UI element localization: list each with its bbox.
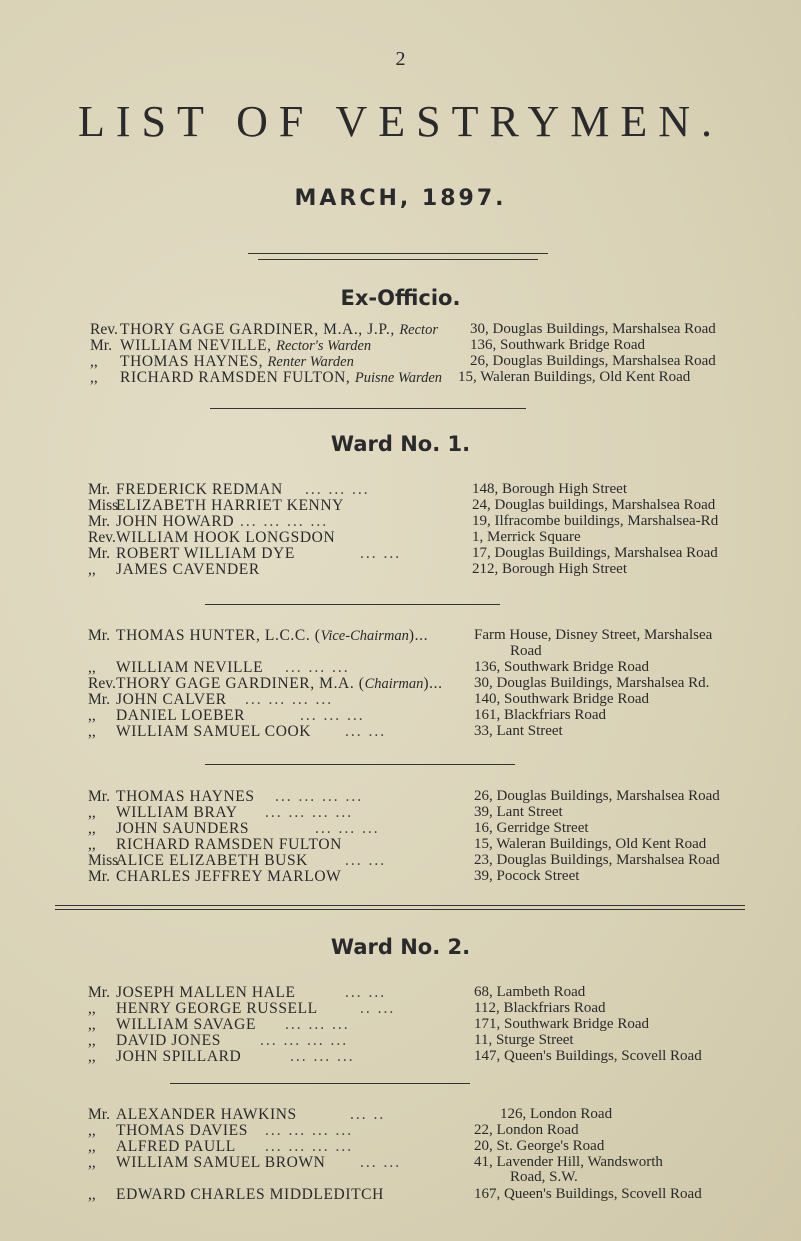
vestryman-entry: ,, WILLIAM SAMUEL COOK ... ... 33, Lant Street [88,723,563,740]
vestryman-entry [0,1186,801,1206]
ward-2-heading: Ward No. 2. [330,935,471,959]
vestryman-entry: Mr. FREDERICK REDMAN ... ... ... 148, Borough High Street [88,481,627,498]
entry-role: Chairman [364,676,424,692]
vestryman-entry: ,, THOMAS DAVIES ... ... ... ... 22, London Road [88,1122,579,1139]
entry-name: WILLIAM SAVAGE [116,1016,257,1033]
entry-name: WILLIAM BRAY [116,804,238,821]
divider [205,764,515,765]
entry-name: DANIEL LOEBER [116,707,246,724]
vestryman-entry: Mr. THOMAS HAYNES ... ... ... ... 26, Douglas Buildings, Marshalsea Road [88,788,720,805]
entry-name: THORY GAGE GARDINER, M.A. [116,675,355,692]
vestryman-entry [0,868,801,888]
entry-title: Rev. [90,321,118,338]
vestryman-entry: ,, ALFRED PAULL ... ... ... ... 20, St. George's Road [88,1138,605,1155]
page-title: LIST OF VESTRYMEN. [77,97,723,146]
entry-address: 39, Lant Street [474,804,563,820]
entry-address: 17, Douglas Buildings, Marshalsea Road [472,545,718,561]
entry-address: 26, Douglas Buildings, Marshalsea Road [474,788,720,804]
page-number: 2 [395,48,406,70]
entry-address: 30, Douglas Buildings, Marshalsea Road [470,321,716,337]
entry-title: ,, [88,659,96,676]
entry-address: 1, Merrick Square [472,529,581,545]
entry-name: JOHN CALVER [116,691,227,708]
vestryman-entry: ,, HENRY GEORGE RUSSELL .. ... 112, Blackfriars Road [88,1000,606,1017]
divider [170,1083,470,1084]
entry-name: ROBERT WILLIAM DYE [116,545,295,562]
entry-title: Mr. [88,1106,110,1123]
entry-title: Mr. [88,788,110,805]
entry-address: 23, Douglas Buildings, Marshalsea Road [474,852,720,868]
section-divider [55,905,745,910]
entry-address: 30, Douglas Buildings, Marshalsea Rd. [474,675,710,691]
entry-address: 126, London Road [500,1106,613,1122]
vestryman-entry: Mr. JOHN CALVER ... ... ... ... 140, Southwark Bridge Road [88,691,649,708]
entry-address: 147, Queen's Buildings, Scovell Road [474,1048,702,1064]
entry-name: THOMAS DAVIES [116,1122,248,1139]
entry-name: JOSEPH MALLEN HALE [116,984,296,1001]
entry-name: WILLIAM SAMUEL COOK [116,723,312,740]
entry-title: ,, [90,353,98,370]
entry-title: ,, [88,836,96,853]
divider [248,253,548,254]
entry-title: ,, [88,707,96,724]
vestryman-entry: Mr. JOSEPH MALLEN HALE ... ... 68, Lambeth Road [88,984,586,1001]
vestryman-entry: ,, DANIEL LOEBER ... ... ... 161, Blackfriars Road [88,707,607,724]
entry-name: ELIZABETH HARRIET KENNY [116,497,344,514]
entry-address: 112, Blackfriars Road [474,1000,606,1016]
entry-address: 15, Waleran Buildings, Old Kent Road [474,836,707,852]
entry-role: Vice-Chairman [320,628,409,644]
entry-name: WILLIAM HOOK LONGSDON [116,529,336,546]
vestryman-entry [0,561,801,581]
vestryman-entry: Mr. THOMAS HUNTER, L.C.C. (Vice-Chairman)... Farm House, Disney Street, Marshalsea [88,627,713,644]
entry-address-continued: Road [510,643,542,659]
entry-address: 39, Pocock Street [474,868,580,884]
entry-role: Renter Warden [267,354,354,370]
entry-name: WILLIAM SAMUEL BROWN [116,1154,326,1171]
entry-address: 136, Southwark Bridge Road [470,337,645,353]
vestryman-entry: ,, JOHN SPILLARD ... ... ... 147, Queen's Buildings, Scovell Road [88,1048,702,1065]
entry-address: 24, Douglas buildings, Marshalsea Road [472,497,716,513]
entry-name: FREDERICK REDMAN [116,481,283,498]
entry-name: CHARLES JEFFREY MARLOW [116,868,342,885]
entry-address: 26, Douglas Buildings, Marshalsea Road [470,353,716,369]
entry-title: Mr. [88,691,110,708]
vestryman-entry: ,, WILLIAM NEVILLE ... ... ... 136, Southwark Bridge Road [88,659,649,676]
entry-name: ALICE ELIZABETH BUSK [116,852,308,869]
entry-title: Mr. [88,868,110,885]
entry-title: ,, [88,561,96,578]
entry-name: THOMAS HAYNES [116,788,255,805]
entry-name: JOHN SAUNDERS [116,820,250,837]
entry-title: Rev. [88,675,116,692]
entry-title: ,, [88,1138,96,1155]
entry-title: ,, [88,1032,96,1049]
ward-1-heading: Ward No. 1. [330,432,471,456]
entry-address: 15, Waleran Buildings, Old Kent Road [458,369,691,385]
entry-name: DAVID JONES [116,1032,221,1049]
entry-name: WILLIAM NEVILLE, [120,337,272,354]
entry-title: Miss [88,852,119,869]
entry-address: 19, Ilfracombe buildings, Marshalsea-Rd [472,513,719,529]
entry-name: HENRY GEORGE RUSSELL [116,1000,318,1017]
divider [205,604,500,605]
entry-name: EDWARD CHARLES MIDDLEDITCH [116,1186,384,1203]
entry-name: JOHN HOWARD [116,513,235,530]
entry-address: 136, Southwark Bridge Road [474,659,649,675]
entry-title: ,, [88,1016,96,1033]
entry-name: RICHARD RAMSDEN FULTON [116,836,342,853]
entry-title: ,, [88,1048,96,1065]
vestryman-entry: ,, DAVID JONES ... ... ... ... 11, Sturge Street [88,1032,574,1049]
entry-title: Rev. [88,529,116,546]
entry-title: Mr. [88,545,110,562]
vestryman-entry: Mr. ROBERT WILLIAM DYE ... ... 17, Douglas Buildings, Marshalsea Road [88,545,718,562]
entry-address: 11, Sturge Street [474,1032,574,1048]
entry-title: ,, [88,1122,96,1139]
entry-title: Mr. [90,337,112,354]
entry-name: RICHARD RAMSDEN FULTON, [120,369,351,386]
entry-title: ,, [88,723,96,740]
vestryman-entry: ,, WILLIAM SAVAGE ... ... ... 171, Southwark Bridge Road [88,1016,649,1033]
divider [210,408,526,409]
entry-role: Rector [399,322,438,338]
vestryman-entry: Mr. ALEXANDER HAWKINS ... .. 126, London Road [88,1106,613,1123]
entry-name: THORY GAGE GARDINER, M.A., J.P., [120,321,395,338]
entry-address: 20, St. George's Road [474,1138,605,1154]
entry-role: Puisne Warden [354,370,443,386]
entry-address: 22, London Road [474,1122,579,1138]
entry-name: ALEXANDER HAWKINS [116,1106,297,1123]
vestryman-entry: Rev. THORY GAGE GARDINER, M.A. (Chairman)... 30, Douglas Buildings, Marshalsea Rd. [88,675,710,692]
entry-address: 161, Blackfriars Road [474,707,607,723]
entry-title: ,, [88,1154,96,1171]
entry-address-continued: Road, S.W. [510,1169,578,1185]
entry-name: ALFRED PAULL [116,1138,236,1155]
entry-title: ,, [90,369,98,386]
entry-name: WILLIAM NEVILLE [116,659,264,676]
entry-title: ,, [88,820,96,837]
entry-name: JOHN SPILLARD [116,1048,242,1065]
divider [258,259,538,260]
vestryman-entry: ,, JOHN SAUNDERS ... ... ... 16, Gerridge Street [88,820,589,837]
entry-address: 16, Gerridge Street [474,820,589,836]
entry-address: 33, Lant Street [474,723,563,739]
entry-title: Mr. [88,984,110,1001]
entry-title: ,, [88,804,96,821]
vestryman-entry: ,, WILLIAM SAMUEL BROWN ... ... 41, Lavender Hill, Wandsworth [88,1154,663,1171]
entry-address: 148, Borough High Street [472,481,627,497]
date-heading: MARCH, 1897. [294,186,507,211]
entry-address: 167, Queen's Buildings, Scovell Road [474,1186,702,1202]
vestryman-entry: ,, WILLIAM BRAY ... ... ... ... 39, Lant Street [88,804,563,821]
vestryman-entry [0,369,801,389]
entry-title: ,, [88,1186,96,1203]
vestryman-entry: Miss ALICE ELIZABETH BUSK ... ... 23, Douglas Buildings, Marshalsea Road [88,852,720,869]
entry-address: 41, Lavender Hill, Wandsworth [474,1154,663,1170]
entry-address: 140, Southwark Bridge Road [474,691,649,707]
entry-name: THOMAS HUNTER, L.C.C. [116,627,311,644]
ex-officio-heading: Ex-Officio. [340,286,461,310]
entry-role: Rector's Warden [276,338,372,354]
entry-name: JAMES CAVENDER [116,561,260,578]
entry-title: Miss [88,497,119,514]
entry-address: 68, Lambeth Road [474,984,586,1000]
vestryman-entry: Mr. JOHN HOWARD ... ... ... ... 19, Ilfracombe buildings, Marshalsea-Rd [88,513,719,530]
entry-title: Mr. [88,513,110,530]
entry-title: Mr. [88,481,110,498]
entry-address: Farm House, Disney Street, Marshalsea [474,627,713,643]
entry-name: THOMAS HAYNES, [120,353,264,370]
entry-title: Mr. [88,627,110,644]
entry-address: 212, Borough High Street [472,561,627,577]
entry-address: 171, Southwark Bridge Road [474,1016,649,1032]
entry-title: ,, [88,1000,96,1017]
